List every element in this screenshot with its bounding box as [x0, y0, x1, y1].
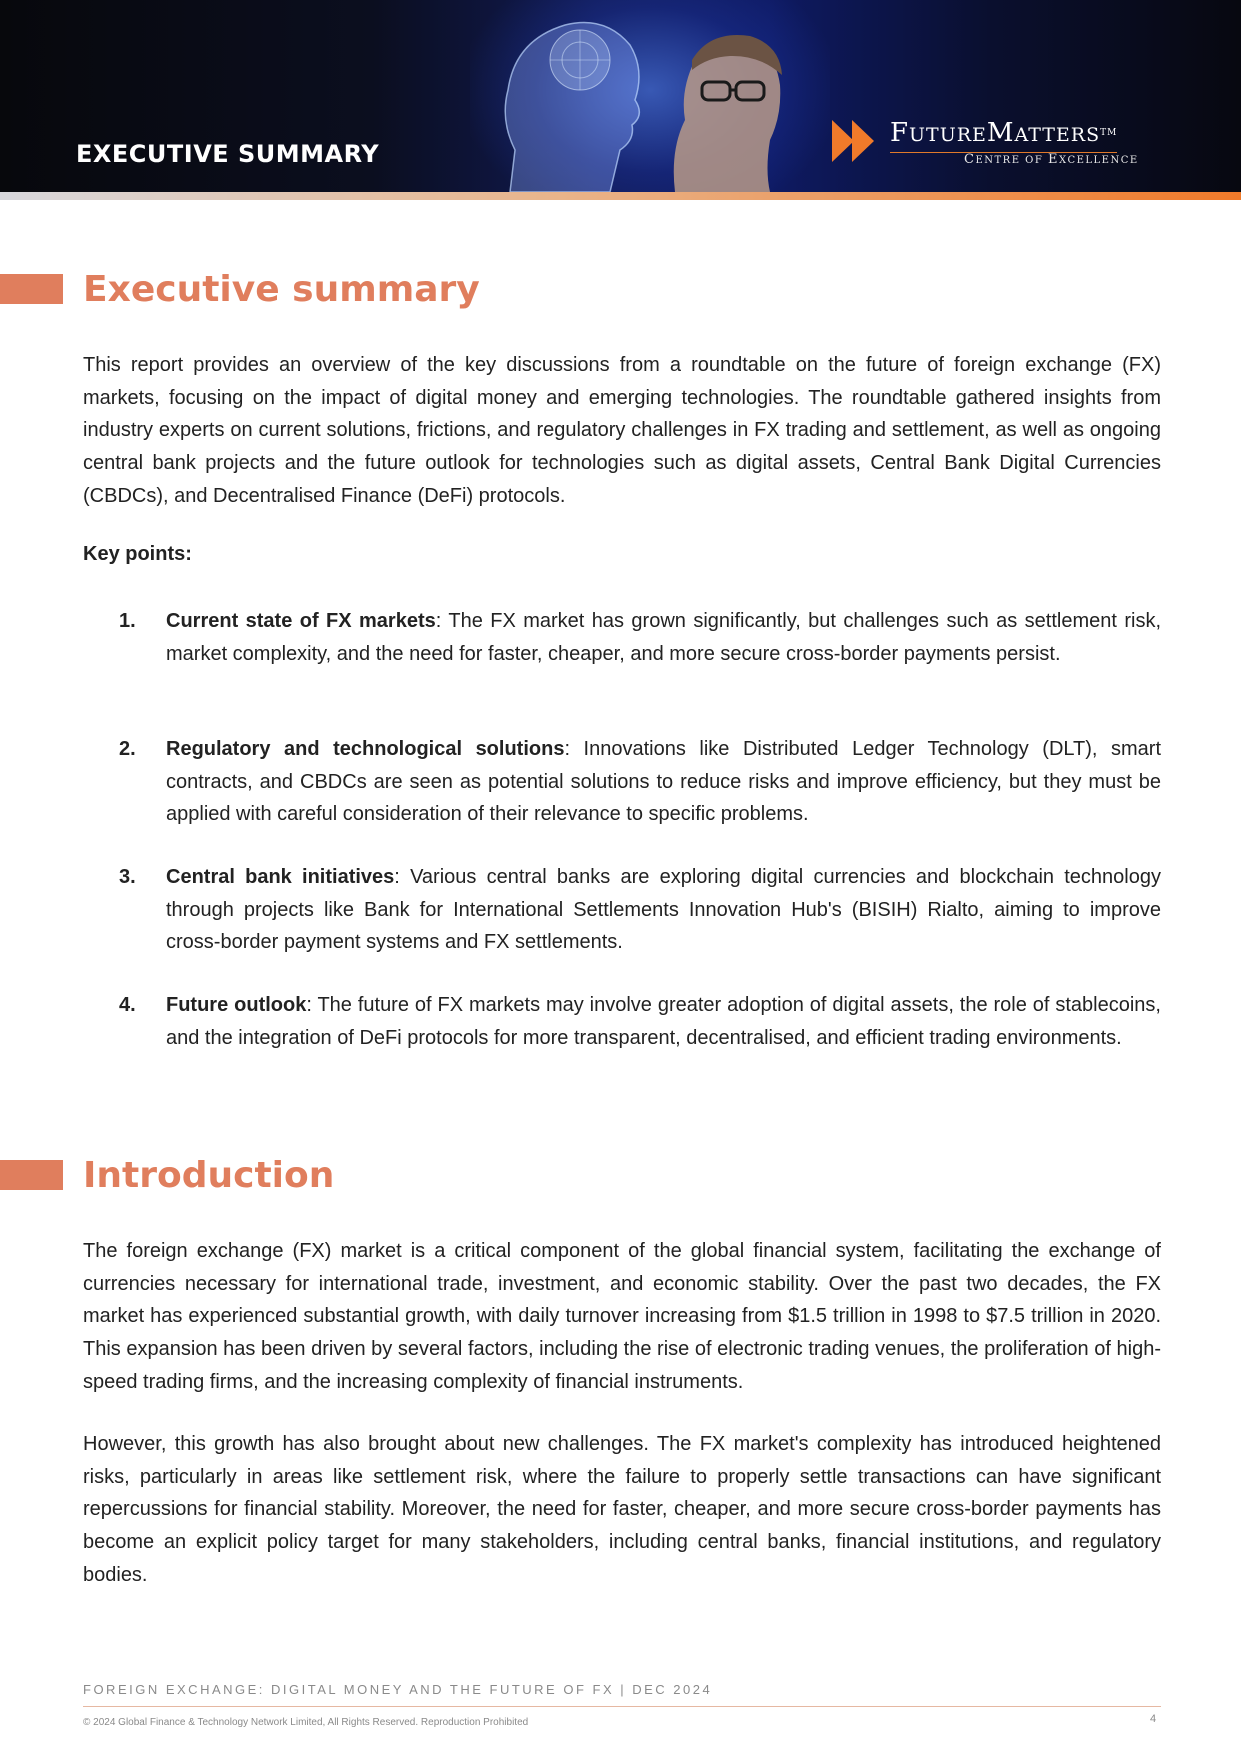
key-point-title: Future outlook — [166, 994, 307, 1016]
footer-divider — [83, 1706, 1161, 1707]
logo-letter-f: F — [890, 118, 910, 148]
key-point-number: 3. — [119, 866, 136, 888]
double-arrow-icon — [832, 120, 876, 162]
logo-letter-m: M — [986, 118, 1015, 148]
executive-summary-heading: Executive summary — [83, 269, 480, 310]
key-point-title: Current state of FX markets — [166, 610, 436, 632]
logo-sub-entre: ENTRE OF — [975, 155, 1048, 166]
key-point-text — [166, 733, 1161, 831]
key-point-body: : Various central banks are exploring digital currencies and blockchain technology through projects like Bank for International Settlements Innovation Hub's (BISIH) Rialto, aiming to improve cross-border payment systems and FX settlements. — [166, 866, 1161, 954]
trademark-mark: TM — [1100, 128, 1118, 138]
section-marker — [0, 274, 63, 304]
key-points-label: Key points: — [83, 543, 192, 565]
footer-copyright: © 2024 Global Finance & Technology Network Limited, All Rights Reserved. Reproduction Prohibited — [83, 1717, 529, 1728]
logo-sub-c: C — [964, 152, 976, 167]
key-point-number: 4. — [119, 994, 136, 1016]
footer-document-title: FOREIGN EXCHANGE: DIGITAL MONEY AND THE FUTURE OF FX | DEC 2024 — [83, 1682, 713, 1697]
logo-name-uture: UTURE — [909, 124, 987, 146]
logo-subtitle — [964, 152, 1139, 167]
key-point-body: : Innovations like Distributed Ledger Technology (DLT), smart contracts, and CBDCs are seen as potential solutions to reduce risks and improve efficiency, but they must be applied with careful consideration of their relevance to specific problems. — [166, 738, 1162, 826]
executive-summary-intro: This report provides an overview of the key discussions from a roundtable on the future of foreign exchange (FX) markets, focusing on the impact of digital money and emerging technologies. The roundtable gathered insights from industry experts on current solutions, frictions, and regulatory challenges in FX trading and settlement, as well as ongoing central bank projects and the future outlook for technologies such as digital assets, Central Bank Digital Currencies (CBDCs), and Decentralised Finance (DeFi) protocols. — [83, 354, 1161, 507]
key-point-body: : The future of FX markets may involve greater adoption of digital assets, the role of stablecoins, and the integration of DeFi protocols for more transparent, decentralised, and efficient trading environments. — [166, 994, 1161, 1049]
banner-title: EXECUTIVE SUMMARY — [76, 140, 380, 168]
section-marker — [0, 1160, 63, 1190]
key-point-number: 2. — [119, 738, 136, 760]
introduction-heading: Introduction — [83, 1155, 335, 1196]
key-point-title: Central bank initiatives — [166, 866, 395, 888]
introduction-paragraph: However, this growth has also brought about new challenges. The FX market's complexity has introduced heightened risks, particularly in areas like settlement risk, where the failure to properly settle transactions can have significant repercussions for financial stability. Moreover, the need for faster, cheaper, and more secure cross-border payments has become an explicit policy target for many stakeholders, including central banks, financial institutions, and regulatory bodies. — [83, 1433, 1161, 1586]
logo-name — [890, 118, 1117, 153]
page-number: 4 — [1150, 1713, 1157, 1725]
key-point-body: : The FX market has grown significantly, but challenges such as settlement risk, market complexity, and the need for faster, cheaper, and more secure cross-border payments persist. — [166, 610, 1161, 665]
logo-sub-xcellence: XCELLENCE — [1059, 155, 1139, 166]
futurematters-logo — [832, 118, 1162, 168]
key-point-title: Regulatory and technological solutions — [166, 738, 565, 760]
key-point-text — [166, 605, 1161, 670]
logo-name-atters: ATTERS — [1014, 124, 1101, 146]
header-banner — [0, 0, 1241, 192]
banner-illustration — [470, 0, 800, 192]
key-point-number: 1. — [119, 610, 136, 632]
key-point-text — [166, 861, 1161, 959]
logo-sub-e: E — [1048, 152, 1059, 167]
introduction-paragraph: The foreign exchange (FX) market is a critical component of the global financial system, facilitating the exchange of currencies necessary for international trade, investment, and economic stability. Over the past two decades, the FX market has experienced substantial growth, with daily turnover increasing from $1.5 trillion in 1998 to $7.5 trillion in 2020. This expansion has been driven by several factors, including the rise of electronic trading venues, the proliferation of high-speed trading firms, and the increasing complexity of financial instruments. — [83, 1240, 1161, 1393]
key-point-text — [166, 989, 1161, 1054]
banner-accent-stripe — [0, 192, 1241, 200]
